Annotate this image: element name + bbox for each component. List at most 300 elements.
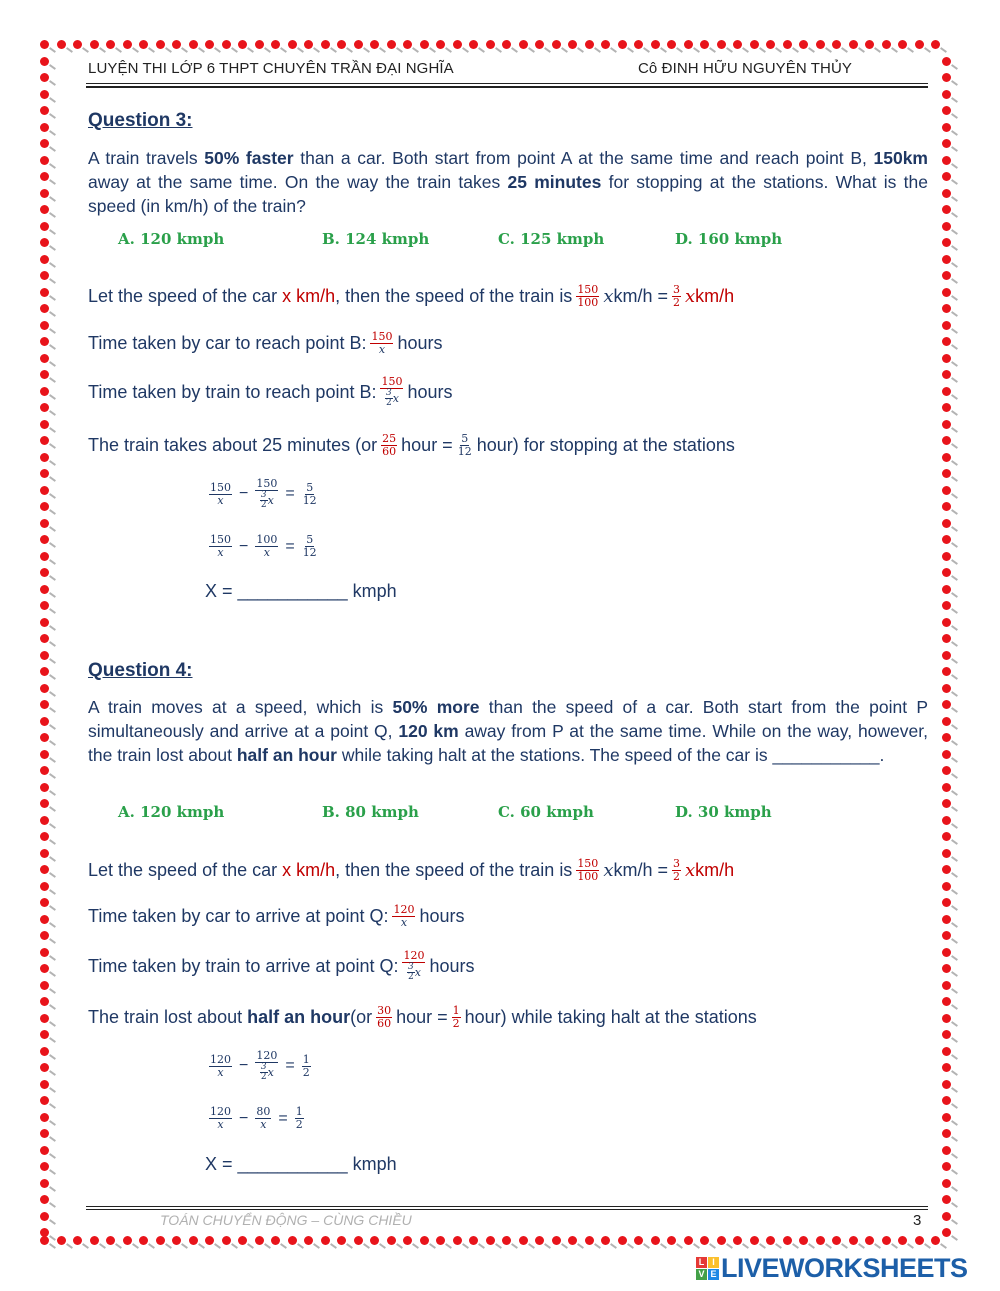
border-dash — [49, 1070, 56, 1076]
border-dot — [304, 1236, 313, 1245]
border-dot — [684, 1236, 693, 1245]
border-dash — [951, 1202, 958, 1208]
border-dot — [106, 1236, 115, 1245]
border-dash — [49, 707, 56, 713]
border-dot — [942, 469, 951, 478]
q4-step-1: Let the speed of the car x km/h , then the speed of the train is $\frac{150}{100}$ x km/h = $\frac{3}{2}$ x km/h — [88, 857, 735, 883]
border-dot — [942, 816, 951, 825]
border-dash — [49, 47, 56, 53]
border-dash — [379, 1243, 386, 1249]
border-dot — [40, 1129, 49, 1138]
border-dash — [951, 278, 958, 284]
border-dash — [627, 1243, 634, 1249]
border-dot — [40, 502, 49, 511]
border-dash — [891, 47, 898, 53]
border-dash — [951, 889, 958, 895]
border-dash — [544, 47, 551, 53]
border-dot — [942, 502, 951, 511]
border-dot — [469, 40, 478, 49]
border-dash — [49, 889, 56, 895]
border-dash — [165, 47, 172, 53]
border-dash — [313, 1243, 320, 1249]
border-dot — [139, 40, 148, 49]
border-dash — [676, 1243, 683, 1249]
border-dash — [49, 1087, 56, 1093]
border-dot — [40, 1212, 49, 1221]
border-dash — [49, 410, 56, 416]
border-dash — [924, 47, 931, 53]
border-dash — [693, 1243, 700, 1249]
border-dot — [40, 156, 49, 165]
border-dot — [40, 1162, 49, 1171]
border-dash — [49, 575, 56, 581]
border-dash — [99, 1243, 106, 1249]
border-dash — [643, 1243, 650, 1249]
border-dot — [486, 1236, 495, 1245]
border-dot — [420, 40, 429, 49]
border-dash — [726, 47, 733, 53]
border-dot — [354, 40, 363, 49]
header-left: LUYỆN THI LỚP 6 THPT CHUYÊN TRẦN ĐẠI NGHĨA — [88, 60, 454, 77]
border-dot — [799, 40, 808, 49]
border-dash — [495, 47, 502, 53]
border-dash — [396, 47, 403, 53]
border-dash — [49, 988, 56, 994]
border-dash — [49, 955, 56, 961]
border-dash — [49, 971, 56, 977]
border-dash — [792, 47, 799, 53]
border-dot — [942, 304, 951, 313]
border-dot — [898, 1236, 907, 1245]
q4-option-a: A. 120 kmph — [118, 803, 225, 821]
border-dash — [709, 1243, 716, 1249]
border-dash — [951, 757, 958, 763]
border-dot — [618, 40, 627, 49]
border-dash — [49, 1120, 56, 1126]
border-dot — [942, 123, 951, 132]
border-dash — [951, 955, 958, 961]
border-dash — [49, 1153, 56, 1159]
border-dash — [951, 97, 958, 103]
border-dash — [49, 476, 56, 482]
border-dash — [165, 1243, 172, 1249]
border-dash — [429, 47, 436, 53]
border-dot — [898, 40, 907, 49]
border-dot — [634, 40, 643, 49]
border-dot — [73, 1236, 82, 1245]
border-dash — [346, 47, 353, 53]
border-dot — [172, 40, 181, 49]
border-dot — [535, 40, 544, 49]
border-dash — [951, 245, 958, 251]
border-dash — [951, 641, 958, 647]
border-dash — [951, 1103, 958, 1109]
border-dash — [49, 905, 56, 911]
border-dash — [49, 113, 56, 119]
border-dot — [766, 40, 775, 49]
border-dot — [942, 783, 951, 792]
border-dash — [951, 592, 958, 598]
border-dash — [49, 278, 56, 284]
border-dash — [49, 922, 56, 928]
border-dash — [610, 1243, 617, 1249]
border-dash — [643, 47, 650, 53]
border-dash — [951, 674, 958, 680]
border-dot — [40, 733, 49, 742]
border-dash — [132, 1243, 139, 1249]
border-dash — [511, 1243, 518, 1249]
border-dash — [726, 1243, 733, 1249]
border-dot — [40, 255, 49, 264]
border-dot — [942, 403, 951, 412]
border-dot — [816, 1236, 825, 1245]
border-dot — [40, 40, 49, 49]
border-dash — [951, 460, 958, 466]
border-dot — [942, 436, 951, 445]
border-dash — [951, 1235, 958, 1241]
border-dot — [370, 40, 379, 49]
border-dot — [40, 1047, 49, 1056]
border-dot — [942, 684, 951, 693]
border-dash — [148, 47, 155, 53]
border-dot — [205, 1236, 214, 1245]
q3-option-b: B. 124 kmph — [322, 230, 430, 248]
border-dot — [942, 651, 951, 660]
border-dash — [66, 47, 73, 53]
border-dash — [49, 1054, 56, 1060]
border-dash — [924, 1243, 931, 1249]
border-dash — [313, 47, 320, 53]
border-dash — [951, 806, 958, 812]
border-dot — [40, 651, 49, 660]
border-dot — [40, 139, 49, 148]
border-dot — [733, 40, 742, 49]
border-dash — [951, 1054, 958, 1060]
border-dot — [40, 1146, 49, 1155]
border-dot — [436, 40, 445, 49]
border-dash — [297, 1243, 304, 1249]
border-dot — [40, 535, 49, 544]
border-dot — [40, 436, 49, 445]
border-dash — [49, 757, 56, 763]
border-dot — [40, 964, 49, 973]
border-dot — [942, 882, 951, 891]
border-dot — [585, 1236, 594, 1245]
border-dot — [40, 123, 49, 132]
q3-step-2: Time taken by car to reach point B: $\frac{150}{x}$ hours — [88, 330, 443, 356]
border-dot — [942, 552, 951, 561]
border-dash — [874, 47, 881, 53]
border-dash — [951, 542, 958, 548]
border-dash — [198, 1243, 205, 1249]
border-dash — [627, 47, 634, 53]
border-dash — [49, 262, 56, 268]
border-dot — [942, 453, 951, 462]
border-dash — [49, 295, 56, 301]
border-dash — [49, 97, 56, 103]
border-dot — [420, 1236, 429, 1245]
border-dash — [742, 1243, 749, 1249]
border-dash — [247, 1243, 254, 1249]
border-dash — [49, 724, 56, 730]
border-dash — [49, 64, 56, 70]
border-dash — [676, 47, 683, 53]
border-dot — [942, 519, 951, 528]
border-dash — [330, 1243, 337, 1249]
border-dot — [40, 1228, 49, 1237]
border-dash — [429, 1243, 436, 1249]
border-dash — [759, 1243, 766, 1249]
border-dash — [49, 1235, 56, 1241]
border-dash — [82, 1243, 89, 1249]
border-dot — [942, 601, 951, 610]
border-dot — [40, 849, 49, 858]
border-dot — [222, 40, 231, 49]
liveworksheets-brand[interactable] — [696, 1253, 968, 1284]
border-dot — [942, 964, 951, 973]
border-dot — [942, 1129, 951, 1138]
border-dash — [709, 47, 716, 53]
border-dash — [951, 872, 958, 878]
border-dash — [742, 47, 749, 53]
border-dash — [951, 493, 958, 499]
border-dash — [66, 1243, 73, 1249]
border-dot — [90, 40, 99, 49]
border-dot — [453, 40, 462, 49]
border-dash — [951, 1070, 958, 1076]
border-dash — [561, 47, 568, 53]
border-dash — [49, 856, 56, 862]
border-dash — [951, 361, 958, 367]
border-dot — [942, 667, 951, 676]
border-dot — [40, 337, 49, 346]
border-dash — [49, 938, 56, 944]
border-dash — [610, 47, 617, 53]
border-dash — [478, 47, 485, 53]
border-dash — [363, 47, 370, 53]
border-dot — [40, 1179, 49, 1188]
border-dot — [337, 40, 346, 49]
border-dot — [123, 1236, 132, 1245]
border-dot — [321, 40, 330, 49]
border-dot — [40, 469, 49, 478]
border-dot — [453, 1236, 462, 1245]
border-dash — [49, 608, 56, 614]
border-dot — [717, 1236, 726, 1245]
border-dot — [915, 1236, 924, 1245]
q3-option-d: D. 160 kmph — [675, 230, 783, 248]
border-dash — [363, 1243, 370, 1249]
border-dash — [951, 113, 958, 119]
border-dot — [684, 40, 693, 49]
border-dot — [942, 57, 951, 66]
border-dash — [951, 526, 958, 532]
border-dash — [264, 47, 271, 53]
q4-option-d: D. 30 kmph — [675, 803, 772, 821]
border-dash — [951, 971, 958, 977]
border-dot — [931, 40, 940, 49]
border-dot — [942, 1063, 951, 1072]
border-dot — [942, 106, 951, 115]
border-dot — [942, 420, 951, 429]
border-dot — [57, 1236, 66, 1245]
border-dash — [951, 773, 958, 779]
border-dot — [816, 40, 825, 49]
border-dash — [49, 1021, 56, 1027]
border-dot — [387, 40, 396, 49]
border-dash — [445, 1243, 452, 1249]
q4-answer-blank[interactable]: X = ___________ kmph — [205, 1154, 397, 1174]
border-dot — [469, 1236, 478, 1245]
header-rule-thick — [86, 86, 928, 88]
border-dot — [40, 1096, 49, 1105]
border-dot — [942, 948, 951, 957]
border-dot — [700, 1236, 709, 1245]
border-dash — [49, 542, 56, 548]
border-dot — [40, 90, 49, 99]
border-dash — [49, 394, 56, 400]
border-dot — [436, 1236, 445, 1245]
border-dot — [931, 1236, 940, 1245]
border-dash — [951, 691, 958, 697]
border-dash — [951, 1186, 958, 1192]
border-dash — [49, 328, 56, 334]
border-dot — [40, 321, 49, 330]
q3-equation-2: $\frac{150}{x}$ − $\frac{100}{x}$ = $\frac{5}{12}$ — [210, 533, 317, 559]
border-dot — [40, 370, 49, 379]
border-dot — [238, 1236, 247, 1245]
border-dot — [40, 717, 49, 726]
header-right: Cô ĐINH HỮU NGUYÊN THỦY — [638, 60, 853, 77]
question-3-text: A train travels 50% faster than a car. Both start from point A at the same time and reach point B, 150km away at the same time. On the way the train takes 25 minutes for stopping at the stations. What is the speed (in km/h) of the train? — [88, 148, 928, 216]
border-dot — [40, 832, 49, 841]
border-dot — [942, 997, 951, 1006]
border-dash — [49, 344, 56, 350]
border-dot — [601, 1236, 610, 1245]
border-dash — [874, 1243, 881, 1249]
border-dash — [82, 47, 89, 53]
border-dot — [40, 865, 49, 874]
border-dot — [942, 1146, 951, 1155]
border-dash — [940, 47, 947, 53]
border-dot — [942, 288, 951, 297]
border-dot — [40, 585, 49, 594]
border-dash — [49, 1103, 56, 1109]
border-dot — [189, 1236, 198, 1245]
border-dash — [49, 625, 56, 631]
border-dash — [462, 1243, 469, 1249]
border-dash — [544, 1243, 551, 1249]
border-dot — [40, 750, 49, 759]
border-dash — [511, 47, 518, 53]
border-dash — [49, 823, 56, 829]
border-dot — [942, 931, 951, 940]
border-dash — [951, 328, 958, 334]
border-dash — [280, 1243, 287, 1249]
border-dot — [942, 766, 951, 775]
border-dot — [40, 403, 49, 412]
q4-step-2: Time taken by car to arrive at point Q: $\frac{120}{x}$ hours — [88, 903, 465, 929]
border-dot — [271, 40, 280, 49]
border-dot — [942, 1030, 951, 1039]
border-dash — [951, 1037, 958, 1043]
border-dash — [49, 773, 56, 779]
border-dot — [942, 139, 951, 148]
border-dot — [942, 337, 951, 346]
border-dash — [951, 64, 958, 70]
border-dot — [568, 40, 577, 49]
border-dash — [49, 229, 56, 235]
border-dot — [40, 238, 49, 247]
border-dash — [951, 707, 958, 713]
border-dash — [951, 740, 958, 746]
border-dot — [942, 1228, 951, 1237]
border-dash — [951, 938, 958, 944]
border-dash — [951, 1136, 958, 1142]
border-dash — [951, 608, 958, 614]
border-dot — [321, 1236, 330, 1245]
border-dot — [486, 40, 495, 49]
border-dot — [942, 172, 951, 181]
border-dot — [942, 898, 951, 907]
border-dot — [799, 1236, 808, 1245]
border-dot — [502, 40, 511, 49]
border-dot — [40, 618, 49, 627]
border-dot — [40, 106, 49, 115]
border-dot — [222, 1236, 231, 1245]
border-dot — [40, 205, 49, 214]
border-dot — [40, 1014, 49, 1023]
border-dot — [942, 73, 951, 82]
border-dash — [49, 179, 56, 185]
border-dot — [40, 189, 49, 198]
border-dot — [73, 40, 82, 49]
border-dot — [156, 40, 165, 49]
border-dash — [951, 163, 958, 169]
border-dot — [942, 535, 951, 544]
border-dash — [49, 1219, 56, 1225]
border-dash — [49, 691, 56, 697]
border-dash — [346, 1243, 353, 1249]
border-dot — [882, 40, 891, 49]
border-dot — [40, 420, 49, 429]
border-dash — [808, 47, 815, 53]
border-dot — [40, 882, 49, 891]
border-dash — [577, 1243, 584, 1249]
q3-answer-blank[interactable]: X = ___________ kmph — [205, 581, 397, 601]
border-dash — [478, 1243, 485, 1249]
border-dash — [49, 806, 56, 812]
border-dot — [942, 321, 951, 330]
q3-equation-1: $\frac{150}{x}$ − 150 $\frac{3}{2}$ x = $\frac{5}{12}$ — [210, 477, 317, 510]
border-dash — [264, 1243, 271, 1249]
border-dot — [667, 40, 676, 49]
border-dot — [942, 750, 951, 759]
border-dot — [106, 40, 115, 49]
border-dot — [942, 717, 951, 726]
border-dash — [49, 245, 56, 251]
border-dot — [40, 486, 49, 495]
border-dot — [942, 733, 951, 742]
border-dot — [651, 40, 660, 49]
border-dash — [49, 196, 56, 202]
q3-step-1: Let the speed of the car x km/h , then the speed of the train is $\frac{150}{100}$ x km/h = $\frac{3}{2}$ x km/h — [88, 283, 735, 309]
border-dash — [951, 1219, 958, 1225]
border-dash — [49, 674, 56, 680]
border-dash — [49, 1037, 56, 1043]
border-dot — [942, 189, 951, 198]
border-dash — [99, 47, 106, 53]
